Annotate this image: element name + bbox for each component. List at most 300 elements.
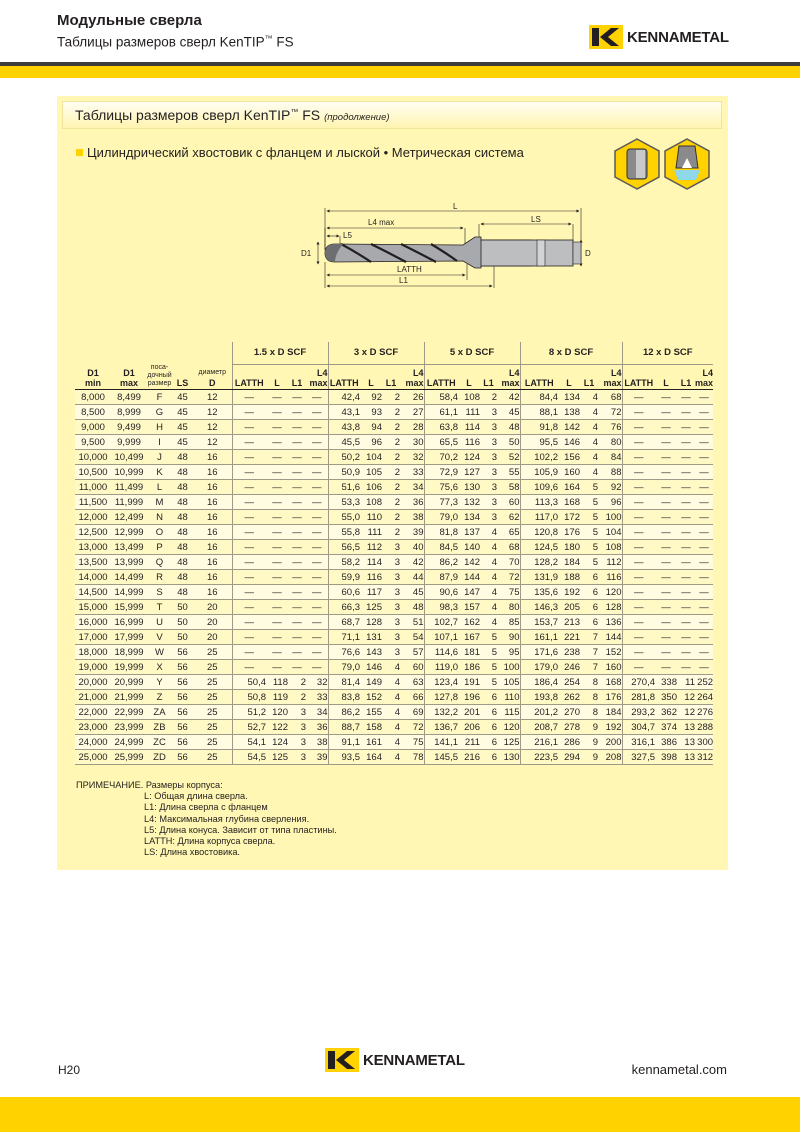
table-row — [75, 465, 713, 480]
table-cell: 160 — [558, 465, 580, 480]
table-cell: 208 — [598, 750, 622, 765]
table-cell: — — [266, 615, 288, 630]
table-cell: 252 — [695, 675, 713, 690]
table-cell: — — [622, 465, 655, 480]
table-cell: 56 — [172, 675, 193, 690]
table-cell: — — [655, 540, 677, 555]
table-cell: 316,1 — [622, 735, 655, 750]
table-cell: — — [306, 420, 328, 435]
table-cell: 86,2 — [328, 705, 360, 720]
table-cell: — — [622, 525, 655, 540]
table-cell: 125 — [266, 750, 288, 765]
table-cell: — — [232, 660, 266, 675]
table-cell: — — [232, 390, 266, 405]
table-cell: 48 — [172, 510, 193, 525]
table-cell: 2 — [382, 450, 400, 465]
table-cell: 288 — [695, 720, 713, 735]
table-cell: 362 — [655, 705, 677, 720]
table-cell: 184 — [598, 705, 622, 720]
table-cell: — — [232, 495, 266, 510]
table-cell: 193,8 — [520, 690, 558, 705]
header-subtitle-text: Таблицы размеров сверл KenTIP — [57, 34, 265, 50]
table-cell: 176 — [598, 690, 622, 705]
table-cell: 7 — [580, 630, 598, 645]
table-cell: — — [266, 390, 288, 405]
table-cell: 201,2 — [520, 705, 558, 720]
panel-title-text: Таблицы размеров сверл KenTIP — [75, 107, 291, 123]
table-cell: — — [266, 630, 288, 645]
table-cell: 3 — [480, 510, 497, 525]
table-cell: — — [695, 525, 713, 540]
col-diameter: диаметр D — [193, 364, 232, 390]
table-cell: 30 — [400, 435, 424, 450]
table-cell: 188 — [558, 570, 580, 585]
col-l4-max: L4 max — [598, 364, 622, 390]
table-cell: J — [147, 450, 172, 465]
table-cell: — — [306, 660, 328, 675]
table-cell: 48 — [172, 570, 193, 585]
table-cell: — — [695, 465, 713, 480]
table-cell: 11 — [677, 675, 695, 690]
table-cell: 63,8 — [424, 420, 458, 435]
table-cell: 54,5 — [232, 750, 266, 765]
table-cell: — — [695, 600, 713, 615]
table-cell: 3 — [288, 750, 306, 765]
table-cell: 2 — [382, 525, 400, 540]
table-cell: 112 — [598, 555, 622, 570]
table-cell: 4 — [382, 705, 400, 720]
table-cell: 27 — [400, 405, 424, 420]
table-cell: 304,7 — [622, 720, 655, 735]
table-cell: — — [266, 450, 288, 465]
table-cell: 3 — [382, 630, 400, 645]
table-cell: 128 — [598, 600, 622, 615]
table-cell: — — [677, 555, 695, 570]
table-cell: 24,000 — [75, 735, 111, 750]
table-cell: — — [677, 645, 695, 660]
table-cell: 12 — [193, 435, 232, 450]
table-cell: — — [655, 555, 677, 570]
table-cell: — — [306, 510, 328, 525]
table-cell: — — [677, 570, 695, 585]
table-cell: — — [695, 435, 713, 450]
table-cell: 93,5 — [328, 750, 360, 765]
table-cell: 87,9 — [424, 570, 458, 585]
table-cell: 13,000 — [75, 540, 111, 555]
table-cell: — — [232, 525, 266, 540]
table-cell: 39 — [400, 525, 424, 540]
table-cell: 5 — [580, 480, 598, 495]
table-cell: 108 — [598, 540, 622, 555]
table-cell: 10,499 — [111, 450, 147, 465]
table-cell: — — [232, 585, 266, 600]
table-cell: 25,999 — [111, 750, 147, 765]
table-cell: — — [622, 540, 655, 555]
table-cell: 65,5 — [424, 435, 458, 450]
table-cell: — — [695, 510, 713, 525]
table-cell: 152 — [598, 645, 622, 660]
table-cell: 84,4 — [520, 390, 558, 405]
table-cell: 124 — [458, 450, 480, 465]
footer-url[interactable]: kennametal.com — [631, 1062, 727, 1077]
table-cell: 8,499 — [111, 390, 147, 405]
table-cell: 3 — [382, 600, 400, 615]
table-cell: 130 — [458, 480, 480, 495]
table-cell: 176 — [558, 525, 580, 540]
table-cell: 53,3 — [328, 495, 360, 510]
table-cell: — — [306, 555, 328, 570]
table-cell: 5 — [580, 525, 598, 540]
table-cell: 3 — [382, 585, 400, 600]
table-cell: 4 — [580, 450, 598, 465]
table-cell: 16,000 — [75, 615, 111, 630]
table-cell: — — [622, 570, 655, 585]
table-cell: 51,6 — [328, 480, 360, 495]
table-cell: 128,2 — [520, 555, 558, 570]
table-cell: 132,2 — [424, 705, 458, 720]
table-cell: — — [677, 660, 695, 675]
table-cell: 374 — [655, 720, 677, 735]
table-cell: 36 — [306, 720, 328, 735]
panel-title — [75, 107, 390, 123]
table-cell: 23,999 — [111, 720, 147, 735]
table-row — [75, 495, 713, 510]
table-cell: 6 — [480, 690, 497, 705]
table-cell: 145,5 — [424, 750, 458, 765]
table-cell: 192 — [558, 585, 580, 600]
table-cell: 2 — [382, 435, 400, 450]
table-cell: — — [655, 390, 677, 405]
table-cell: 12 — [677, 690, 695, 705]
table-cell: 327,5 — [622, 750, 655, 765]
table-cell: 80 — [497, 600, 520, 615]
table-cell: 122 — [266, 720, 288, 735]
table-cell: 9,999 — [111, 435, 147, 450]
col-l4-max: L4 max — [306, 364, 328, 390]
table-cell: 25 — [193, 660, 232, 675]
table-cell: 61,1 — [424, 405, 458, 420]
table-cell: 60,6 — [328, 585, 360, 600]
table-cell: 85 — [497, 615, 520, 630]
table-cell: 55,8 — [328, 525, 360, 540]
table-cell: 25 — [193, 675, 232, 690]
table-cell: — — [306, 390, 328, 405]
table-cell: — — [306, 600, 328, 615]
col-ls: LS — [172, 364, 193, 390]
table-cell: 184 — [558, 555, 580, 570]
table-cell: 55,0 — [328, 510, 360, 525]
table-cell: 120,8 — [520, 525, 558, 540]
table-cell: 8,500 — [75, 405, 111, 420]
logo-wordmark: KENNAMETAL — [627, 28, 729, 46]
table-cell: 4 — [480, 600, 497, 615]
table-cell: 152 — [360, 690, 382, 705]
table-cell: 10,000 — [75, 450, 111, 465]
table-cell: ZB — [147, 720, 172, 735]
table-cell: 11,999 — [111, 495, 147, 510]
table-cell: 3 — [480, 450, 497, 465]
table-cell: 79,0 — [328, 660, 360, 675]
table-cell: 66 — [400, 690, 424, 705]
table-cell: 70,2 — [424, 450, 458, 465]
table-cell: 181 — [458, 645, 480, 660]
table-cell: 213 — [558, 615, 580, 630]
table-row — [75, 540, 713, 555]
table-cell: 16 — [193, 525, 232, 540]
col-l1: L1 — [480, 364, 497, 390]
dim-label-ls: LS — [531, 215, 541, 224]
table-cell: 246 — [558, 660, 580, 675]
table-cell: 14,500 — [75, 585, 111, 600]
table-cell: — — [232, 450, 266, 465]
table-cell: 81,4 — [328, 675, 360, 690]
table-cell: 161 — [360, 735, 382, 750]
table-cell: 42 — [497, 390, 520, 405]
table-cell: 6 — [480, 750, 497, 765]
table-cell: 8 — [580, 690, 598, 705]
table-cell: 223,5 — [520, 750, 558, 765]
header-title: Модульные сверла — [57, 12, 202, 29]
group-1-5xd: 1.5 x D SCF — [232, 342, 328, 364]
table-cell: — — [655, 630, 677, 645]
table-cell: 45 — [172, 435, 193, 450]
table-cell: — — [288, 465, 306, 480]
table-cell: — — [306, 450, 328, 465]
kennametal-k-icon — [589, 25, 623, 49]
table-cell: — — [677, 465, 695, 480]
dim-label-l4max: L4 max — [368, 218, 395, 227]
table-cell: — — [677, 540, 695, 555]
table-cell: 114,6 — [424, 645, 458, 660]
table-cell: G — [147, 405, 172, 420]
table-cell: 160 — [598, 660, 622, 675]
table-cell: — — [288, 495, 306, 510]
table-cell: — — [288, 510, 306, 525]
table-cell: 135,6 — [520, 585, 558, 600]
col-l: L — [360, 364, 382, 390]
table-cell: 124 — [266, 735, 288, 750]
table-cell: — — [266, 465, 288, 480]
table-cell: 93 — [360, 405, 382, 420]
table-cell: 56 — [172, 690, 193, 705]
table-cell: 60 — [497, 495, 520, 510]
table-cell: — — [677, 390, 695, 405]
table-cell: 155 — [360, 705, 382, 720]
table-cell: 3 — [288, 705, 306, 720]
table-cell: 12 — [193, 405, 232, 420]
table-cell: 153,7 — [520, 615, 558, 630]
table-cell: 168 — [598, 675, 622, 690]
table-cell: — — [677, 630, 695, 645]
table-cell: 4 — [580, 390, 598, 405]
table-cell: 20 — [193, 615, 232, 630]
table-cell: 18,999 — [111, 645, 147, 660]
table-cell: — — [695, 540, 713, 555]
table-row — [75, 420, 713, 435]
table-cell: 4 — [580, 405, 598, 420]
table-cell: — — [266, 645, 288, 660]
table-cell: — — [622, 495, 655, 510]
footer-logo — [325, 1048, 465, 1072]
table-cell: 32 — [400, 450, 424, 465]
table-cell: 94 — [360, 420, 382, 435]
table-cell: 172 — [558, 510, 580, 525]
table-cell: 201 — [458, 705, 480, 720]
table-cell: 90 — [497, 630, 520, 645]
table-cell: — — [677, 450, 695, 465]
table-cell: — — [655, 600, 677, 615]
table-cell: 128 — [360, 615, 382, 630]
col-d1-max: D1 max — [111, 364, 147, 390]
table-cell: 4 — [382, 660, 400, 675]
table-cell: 350 — [655, 690, 677, 705]
table-cell: — — [622, 480, 655, 495]
table-cell: 63 — [400, 675, 424, 690]
table-cell: — — [622, 450, 655, 465]
col-l: L — [655, 364, 677, 390]
table-cell: 19,999 — [111, 660, 147, 675]
table-cell: I — [147, 435, 172, 450]
header-subtitle-end: FS — [272, 34, 294, 50]
table-cell: 79,0 — [424, 510, 458, 525]
table-cell: 111 — [360, 525, 382, 540]
table-cell: 102,2 — [520, 450, 558, 465]
table-cell: 28 — [400, 420, 424, 435]
table-cell: 77,3 — [424, 495, 458, 510]
table-cell: — — [232, 645, 266, 660]
table-cell: — — [306, 630, 328, 645]
table-cell: 13,999 — [111, 555, 147, 570]
panel-title-continued: (продолжение) — [324, 112, 390, 123]
table-cell: 131 — [360, 630, 382, 645]
table-cell: — — [232, 480, 266, 495]
table-cell: 125 — [360, 600, 382, 615]
dim-label-l: L — [453, 202, 458, 211]
table-cell: 140 — [458, 540, 480, 555]
table-cell: 13 — [677, 750, 695, 765]
table-cell: 254 — [558, 675, 580, 690]
table-cell: 281,8 — [622, 690, 655, 705]
table-cell: 110 — [497, 690, 520, 705]
table-cell: R — [147, 570, 172, 585]
table-cell: U — [147, 615, 172, 630]
table-cell: — — [288, 630, 306, 645]
table-cell: 143 — [360, 645, 382, 660]
table-cell: — — [288, 420, 306, 435]
table-cell: 32 — [306, 675, 328, 690]
table-cell: 20 — [193, 630, 232, 645]
note-item: L5: Длина конуса. Зависит от типа пластины. — [144, 824, 337, 835]
table-cell: 24,999 — [111, 735, 147, 750]
table-cell: 3 — [480, 420, 497, 435]
table-cell: — — [288, 540, 306, 555]
table-row — [75, 735, 713, 750]
table-cell: 58,4 — [424, 390, 458, 405]
table-cell: 48 — [172, 585, 193, 600]
table-cell: 270 — [558, 705, 580, 720]
table-cell: 56 — [172, 645, 193, 660]
table-cell: 186 — [458, 660, 480, 675]
table-cell: 149 — [360, 675, 382, 690]
table-cell: — — [266, 480, 288, 495]
table-cell: — — [655, 405, 677, 420]
table-cell: 2 — [382, 390, 400, 405]
table-cell: — — [655, 420, 677, 435]
table-cell: S — [147, 585, 172, 600]
table-cell: 386 — [655, 735, 677, 750]
table-cell: 164 — [558, 480, 580, 495]
table-cell: 45 — [400, 585, 424, 600]
table-cell: 51,2 — [232, 705, 266, 720]
table-cell: 205 — [558, 600, 580, 615]
table-cell: — — [677, 510, 695, 525]
table-cell: 120 — [497, 720, 520, 735]
table-cell: 6 — [480, 720, 497, 735]
table-row — [75, 525, 713, 540]
table-cell: — — [306, 645, 328, 660]
table-cell: 5 — [480, 675, 497, 690]
panel-subtitle — [76, 145, 524, 160]
col-l1: L1 — [677, 364, 695, 390]
table-cell: — — [622, 660, 655, 675]
table-cell: 50 — [172, 600, 193, 615]
table-cell: 115 — [497, 705, 520, 720]
table-cell: 17,000 — [75, 630, 111, 645]
table-cell: 192 — [598, 720, 622, 735]
table-cell: 34 — [400, 480, 424, 495]
table-cell: 112 — [360, 540, 382, 555]
table-cell: 147 — [458, 585, 480, 600]
table-cell: — — [695, 450, 713, 465]
table-cell: 48 — [400, 600, 424, 615]
table-cell: 88,1 — [520, 405, 558, 420]
table-cell: 4 — [580, 465, 598, 480]
table-row — [75, 630, 713, 645]
table-cell: 238 — [558, 645, 580, 660]
table-cell: 12,999 — [111, 525, 147, 540]
table-cell: 25 — [193, 720, 232, 735]
table-cell: 4 — [480, 555, 497, 570]
table-cell: 50 — [497, 435, 520, 450]
table-cell: 2 — [288, 675, 306, 690]
table-row — [75, 690, 713, 705]
table-cell: 119 — [266, 690, 288, 705]
table-cell: 7 — [580, 645, 598, 660]
table-cell: Z — [147, 690, 172, 705]
table-cell: — — [695, 390, 713, 405]
table-cell: 25,000 — [75, 750, 111, 765]
table-cell: — — [232, 510, 266, 525]
table-cell: 120 — [266, 705, 288, 720]
table-cell: — — [622, 390, 655, 405]
col-latth: LATTH — [232, 364, 266, 390]
table-cell: — — [288, 450, 306, 465]
table-cell: 167 — [458, 630, 480, 645]
table-cell: 55 — [497, 465, 520, 480]
table-cell: 12,500 — [75, 525, 111, 540]
table-cell: 3 — [480, 405, 497, 420]
footer-band — [0, 1097, 800, 1132]
col-latth: LATTH — [622, 364, 655, 390]
table-cell: 36 — [400, 495, 424, 510]
table-cell: ZD — [147, 750, 172, 765]
table-cell: 16 — [193, 510, 232, 525]
table-cell: 146 — [360, 660, 382, 675]
content-panel — [57, 96, 728, 870]
table-cell: — — [266, 510, 288, 525]
table-cell: 84,5 — [424, 540, 458, 555]
table-cell: — — [655, 495, 677, 510]
